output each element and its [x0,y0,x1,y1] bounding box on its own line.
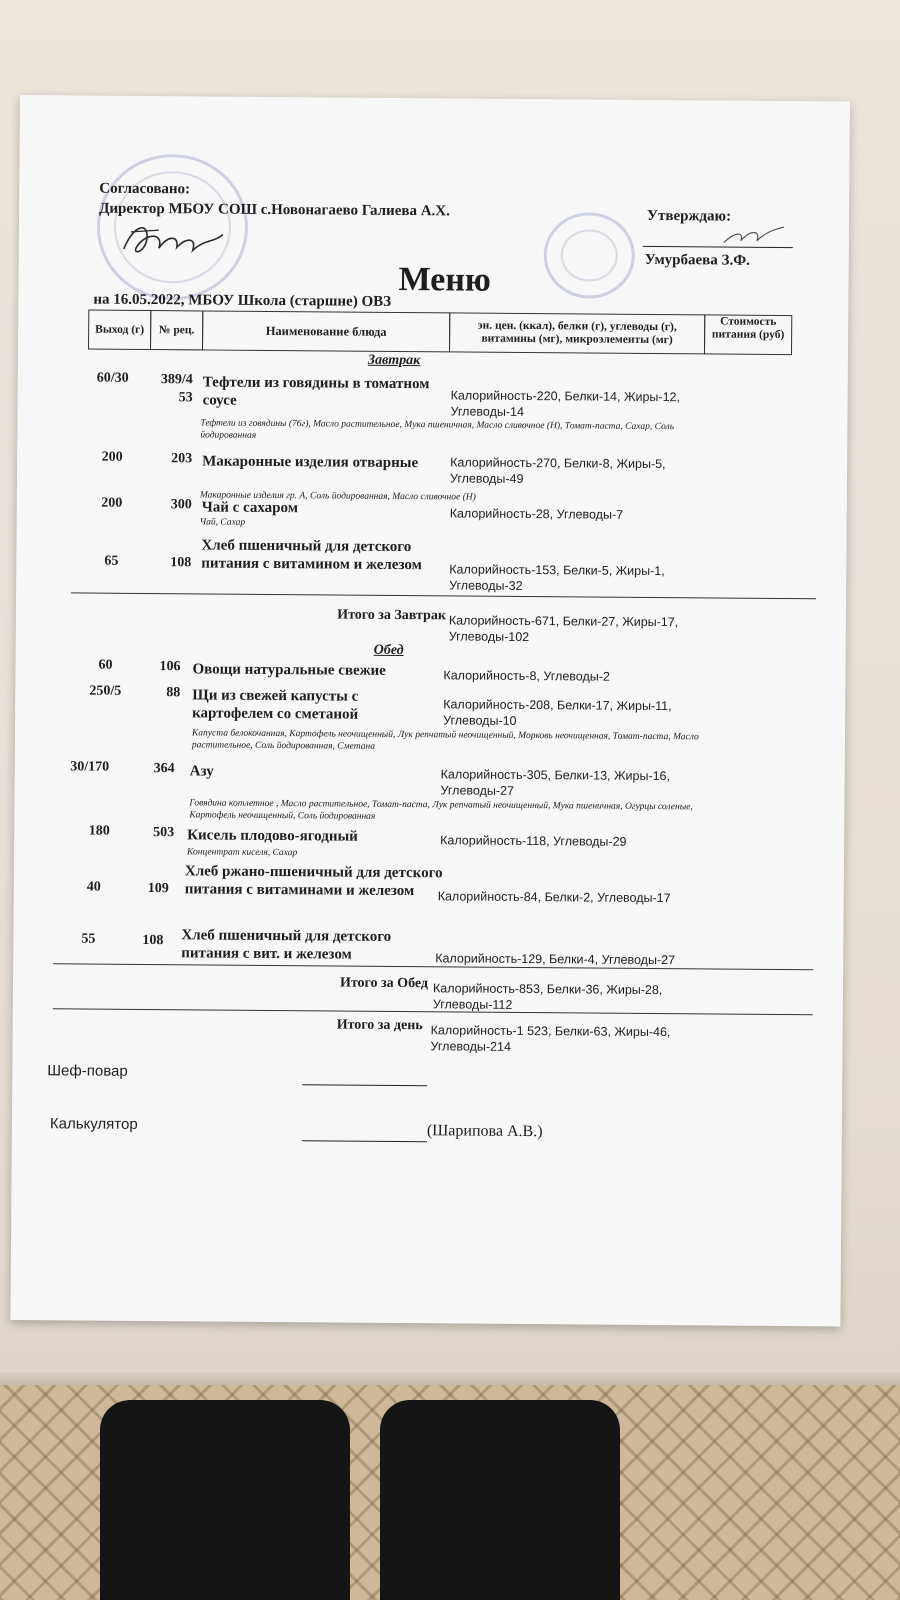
item-output: 200 [101,495,123,511]
item-name: Макаронные изделия отварные [202,453,419,472]
approve-label: Утверждаю: [647,207,732,225]
item-recipe: 108 [142,932,164,949]
item-name: Хлеб ржано-пшеничный для детского питания с витаминами и железом [184,863,443,900]
item-nutrition: Калорийность-8, Углеводы-2 [443,668,610,684]
col-dish: Наименование блюда [202,310,450,352]
calculator-signature-line [302,1140,427,1142]
chef-signature-line [302,1084,427,1086]
director-signature [119,214,229,265]
item-recipe: 88 [166,685,181,701]
item-output: 40 [86,879,101,895]
item-nutrition: Калорийность-208, Белки-17, Жиры-11, Углеводы-10 [443,697,672,728]
item-ingredients: Концентрат киселя, Сахар [187,847,298,859]
item-nutrition: Калорийность-270, Белки-8, Жиры-5, Углеводы-49 [449,455,666,486]
item-output: 55 [81,931,96,947]
col-cost: Стоимость питания (руб) [704,314,792,355]
lunch-total-label: Итого за Обед [339,975,429,992]
item-nutrition: Калорийность-129, Белки-4, Углеводы-27 [435,951,676,968]
lunch-total: Калорийность-853, Белки-36, Жиры-28, Углеводы-112 [432,981,663,1012]
item-nutrition: Калорийность-220, Белки-14, Жиры-12, Углеводы-14 [450,388,681,419]
item-recipe: 503 [153,825,175,841]
item-output: 60/30 [96,370,129,386]
item-output: 65 [104,553,119,569]
calculator-name: (Шарипова А.В.) [426,1122,543,1141]
col-recipe: № рец. [150,310,203,350]
agreed-label: Согласовано: [99,180,191,198]
approver-stamp [543,212,635,299]
calculator-label: Калькулятор [49,1115,138,1133]
item-nutrition: Калорийность-28, Углеводы-7 [449,506,624,522]
item-ingredients: Чай, Сахар [199,517,246,528]
item-ingredients: Макаронные изделия гр. А, Соль йодированная, Масло сливочное (Н) [199,490,476,503]
item-recipe: 300 [170,497,192,513]
item-name: Чай с сахаром [201,499,299,517]
breakfast-total-label: Итого за Завтрак [337,607,446,624]
item-ingredients: Тефтели из говядины (76г), Масло растительное, Мука пшеничная, Масло сливочное (Н), Томат-паста, Сахар, Соль йодированная [200,418,675,441]
item-name: Овощи натуральные свежие [192,661,386,679]
chef-label: Шеф-повар [47,1062,128,1080]
item-name: Тефтели из говядины в томатном соусе [202,374,430,409]
item-recipe: 364 [153,761,175,777]
page-title: Меню [398,260,492,299]
item-name: Хлеб пшеничный для детского питания с витамином и железом [201,537,422,574]
section-lunch: Обед [373,642,404,659]
item-recipe: 106 [159,659,181,675]
col-nutrition: эн. цен. (ккал), белки (г), углеводы (г), витамины (мг), микроэлементы (мг) [449,312,705,354]
day-total: Калорийность-1 523, Белки-63, Жиры-46, Углеводы-214 [430,1023,671,1054]
item-nutrition: Калорийность-118, Углеводы-29 [440,833,627,849]
item-recipe: 389/4 53 [160,372,193,406]
item-ingredients: Капуста белокочанная, Картофель неочищенный, Лук репчатый неочищенный, Морковь неочищенная, Томат-паста, Масло растительное, Соль йодированная, Сметана [191,728,699,752]
item-output: 250/5 [89,683,122,699]
item-nutrition: Калорийность-84, Белки-2, Углеводы-17 [437,889,671,906]
item-output: 60 [98,657,113,673]
item-name: Кисель плодово-ягодный [187,827,358,845]
item-ingredients: Говядина котлетное , Масло растительное, Томат-паста, Лук репчатый неочищенный, Мука пшеничная, Огурцы соленые, Картофель неочищенный, Соль йодированная [189,798,693,822]
item-name: Азу [189,763,214,780]
person-legs [60,1400,620,1600]
item-output: 200 [101,449,123,465]
item-name: Хлеб пшеничный для детского питания с вит. и железом [181,927,392,963]
approve-signature-line [643,246,793,248]
menu-subtitle: на 16.05.2022, МБОУ Школа (старшне) ОВЗ [93,291,392,310]
item-recipe: 108 [170,555,192,571]
approver-name: Умурбаева З.Ф. [644,251,750,269]
menu-document [10,95,850,1326]
item-name: Щи из свежей капусты с картофелем со сметаной [192,687,359,723]
item-recipe: 109 [147,881,169,897]
section-breakfast: Завтрак [367,352,421,369]
item-nutrition: Калорийность-153, Белки-5, Жиры-1, Углеводы-32 [449,562,665,593]
col-output: Выход (г) [88,310,151,350]
item-nutrition: Калорийность-305, Белки-13, Жиры-16, Углеводы-27 [440,767,671,798]
item-recipe: 203 [171,451,193,467]
breakfast-total: Калорийность-671, Белки-27, Жиры-17, Углеводы-102 [448,613,679,645]
day-total-label: Итого за день [336,1017,423,1034]
director-name: Директор МБОУ СОШ с.Новонагаево Галиева А.Х. [99,200,450,220]
item-output: 30/170 [70,759,110,775]
item-output: 180 [88,823,110,839]
